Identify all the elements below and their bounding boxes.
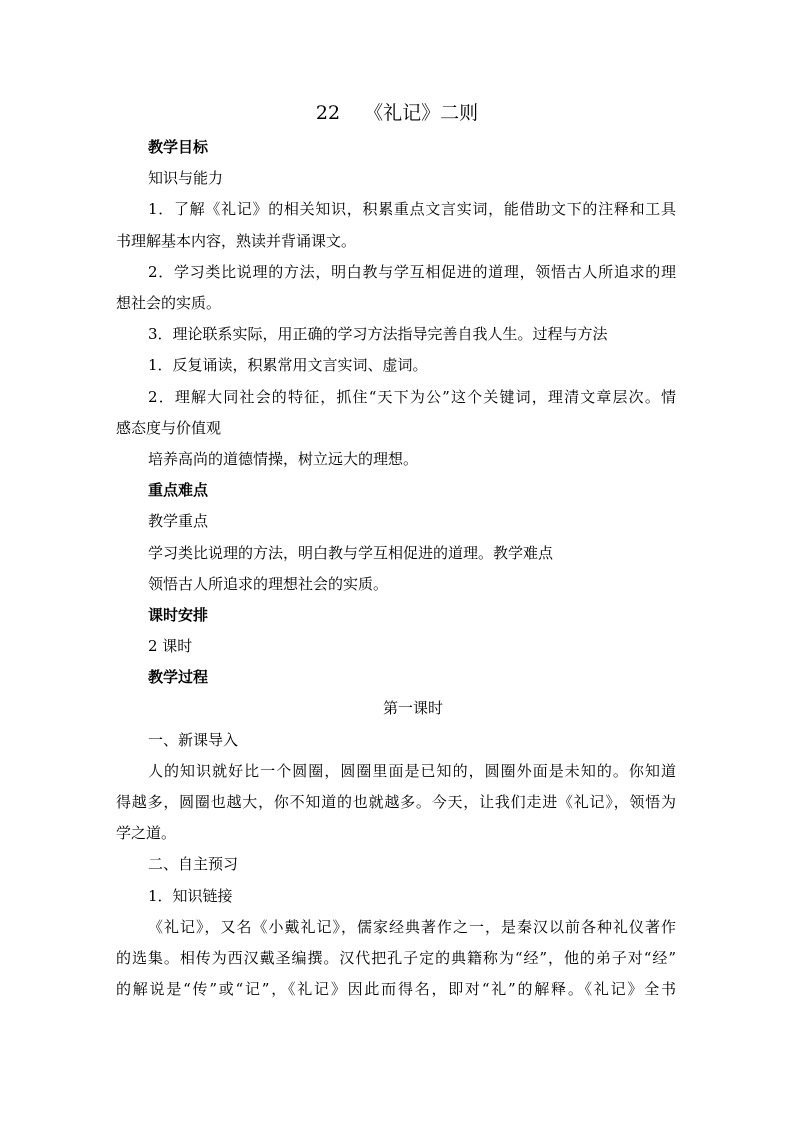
paragraph-line: 得越多，圆圈也越大，你不知道的也就越多。今天，让我们走进《礼记》，领悟为	[116, 793, 676, 811]
subheading-preview: 二、自主预习	[148, 855, 239, 873]
paragraph-line: 学之道。	[116, 824, 177, 842]
paragraph-line: 的解说是“传”或“记”，《礼记》因此而得名，即对“礼”的解释。《礼记》全书	[116, 980, 676, 998]
page-title	[0, 100, 794, 126]
paragraph-line: 1．了解《礼记》的相关知识，积累重点文言实词，能借助文下的注释和工具	[148, 200, 676, 218]
schedule-text: 2 课时	[148, 637, 193, 655]
subheading-intro: 一、新课导入	[148, 731, 239, 749]
paragraph-line: 人的知识就好比一个圆圈，圆圈里面是已知的，圆圈外面是未知的。你知道	[148, 762, 676, 780]
paragraph-line: 领悟古人所追求的理想社会的实质。	[148, 575, 389, 593]
paragraph-line: 书理解基本内容，熟读并背诵课文。	[116, 232, 357, 250]
heading-objectives: 教学目标	[148, 138, 209, 156]
heading-key-points: 重点难点	[148, 481, 209, 499]
paragraph-line: 《礼记》，又名《小戴礼记》，儒家经典著作之一，是秦汉以前各种礼仪著作	[148, 918, 676, 936]
paragraph-line: 想社会的实质。	[116, 294, 222, 312]
paragraph-line: 1．反复诵读，积累常用文言实词、虚词。	[148, 356, 428, 374]
lesson-number: 22	[315, 102, 341, 124]
subheading-focus: 教学重点	[148, 512, 209, 530]
paragraph-line: 感态度与价值观	[116, 419, 222, 437]
heading-process: 教学过程	[148, 668, 209, 686]
paragraph-line: 3．理论联系实际，用正确的学习方法指导完善自我人生。过程与方法	[148, 325, 608, 343]
heading-schedule: 课时安排	[148, 606, 209, 624]
lesson-title: 《礼记》二则	[364, 102, 479, 124]
paragraph-line: 培养高尚的道德情操，树立远大的理想。	[148, 450, 419, 468]
paragraph-line: 2．理解大同社会的特征，抓住“天下为公”这个关键词，理清文章层次。情	[148, 388, 676, 406]
lesson-session-title: 第一课时	[382, 699, 443, 717]
subheading-knowledge: 知识与能力	[148, 169, 224, 187]
subheading-knowledge-link: 1．知识链接	[148, 887, 233, 905]
paragraph-line: 学习类比说理的方法，明白教与学互相促进的道理。教学难点	[148, 544, 554, 562]
paragraph-line: 2．学习类比说理的方法，明白教与学互相促进的道理，领悟古人所追求的理	[148, 263, 676, 281]
paragraph-line: 的选集。相传为西汉戴圣编撰。汉代把孔子定的典籍称为“经”，他的弟子对“经”	[116, 949, 676, 967]
